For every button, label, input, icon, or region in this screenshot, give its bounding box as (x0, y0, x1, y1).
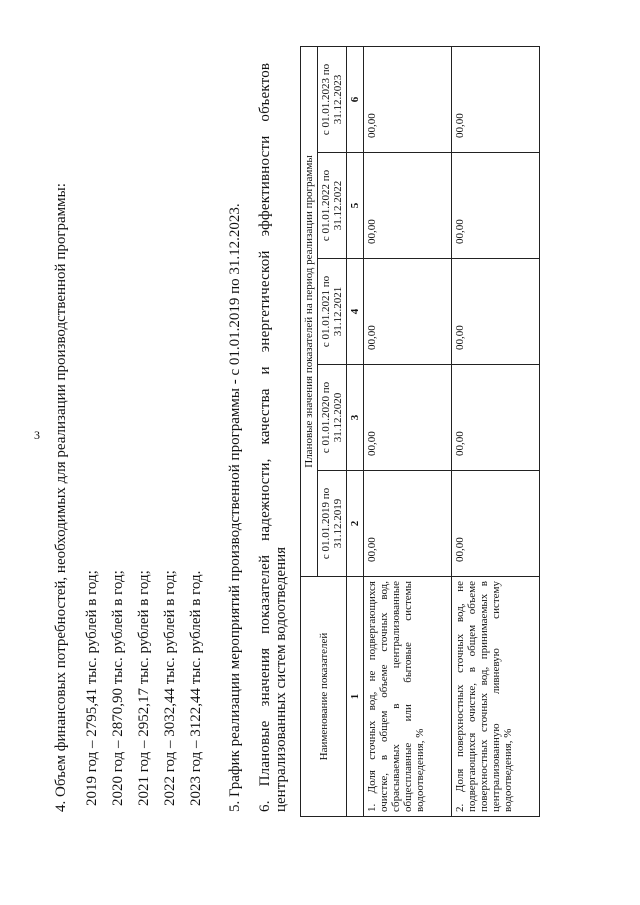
column-number: 2 (347, 471, 364, 577)
indicator-value: 00,00 (452, 46, 540, 152)
indicator-value: 00,00 (364, 259, 452, 365)
column-number: 5 (347, 153, 364, 259)
period-header: с 01.01.2019 по 31.12.2019 (318, 471, 347, 577)
period-group-header: Плановые значения показателей на период реализации программы (301, 46, 318, 576)
column-number: 3 (347, 365, 364, 471)
indicator-name: 2. Доля поверхностных сточных вод, не подвергающихся очистке, в общем объеме поверхностных сточных вод, принимаемых в централизованную ливневую систему водоотведения, % (452, 577, 540, 817)
year-2021-line: 2021 год – 2952,17 тыс. рублей в год; (136, 570, 152, 806)
year-2023-line: 2023 год – 3122,44 тыс. рублей в год. (188, 570, 204, 806)
table-row (452, 46, 540, 816)
indicators-table (300, 46, 540, 817)
indicator-value: 00,00 (452, 471, 540, 577)
period-header: с 01.01.2021 по 31.12.2021 (318, 259, 347, 365)
period-header: с 01.01.2022 по 31.12.2022 (318, 153, 347, 259)
section4-heading: 4. Объем финансовых потребностей, необходимых для реализации производственной программы: (53, 183, 69, 812)
period-header: с 01.01.2020 по 31.12.2020 (318, 365, 347, 471)
year-2019-line: 2019 год – 2795,41 тыс. рублей в год; (84, 570, 100, 806)
column-number-row (347, 46, 364, 816)
year-2020-line: 2020 год – 2870,90 тыс. рублей в год; (110, 570, 126, 806)
indicator-value: 00,00 (364, 471, 452, 577)
indicator-value: 00,00 (364, 153, 452, 259)
name-column-header: Наименование показателей (301, 577, 347, 817)
indicator-value: 00,00 (452, 365, 540, 471)
column-number: 6 (347, 46, 364, 152)
indicator-value: 00,00 (452, 259, 540, 365)
section4-block (53, 183, 204, 812)
column-number: 1 (347, 577, 364, 817)
table-row (364, 46, 452, 816)
indicator-value: 00,00 (364, 365, 452, 471)
page-number: 3 (34, 428, 40, 442)
column-number: 4 (347, 259, 364, 365)
section5-text: 5. График реализации мероприятий производственной программы - с 01.01.2019 по 31.12.2023. (227, 203, 243, 812)
section6-line2: централизованных систем водоотведения (273, 546, 289, 812)
table-header-row (301, 46, 318, 816)
section6-line1: 6. Плановые значения показателей надежности, качества и энергетической эффективности объектов (257, 62, 273, 812)
year-2022-line: 2022 год – 3032,44 тыс. рублей в год; (162, 570, 178, 806)
period-header: с 01.01.2023 по 31.12.2023 (318, 46, 347, 152)
indicator-value: 00,00 (364, 46, 452, 152)
indicator-value: 00,00 (452, 153, 540, 259)
indicator-name: 1. Доля сточных вод, не подвергающихся очистке, в общем объеме сточных вод, сбрасываемых в централизованные общесплавные или бытовые системы водоотведения, % (364, 577, 452, 817)
